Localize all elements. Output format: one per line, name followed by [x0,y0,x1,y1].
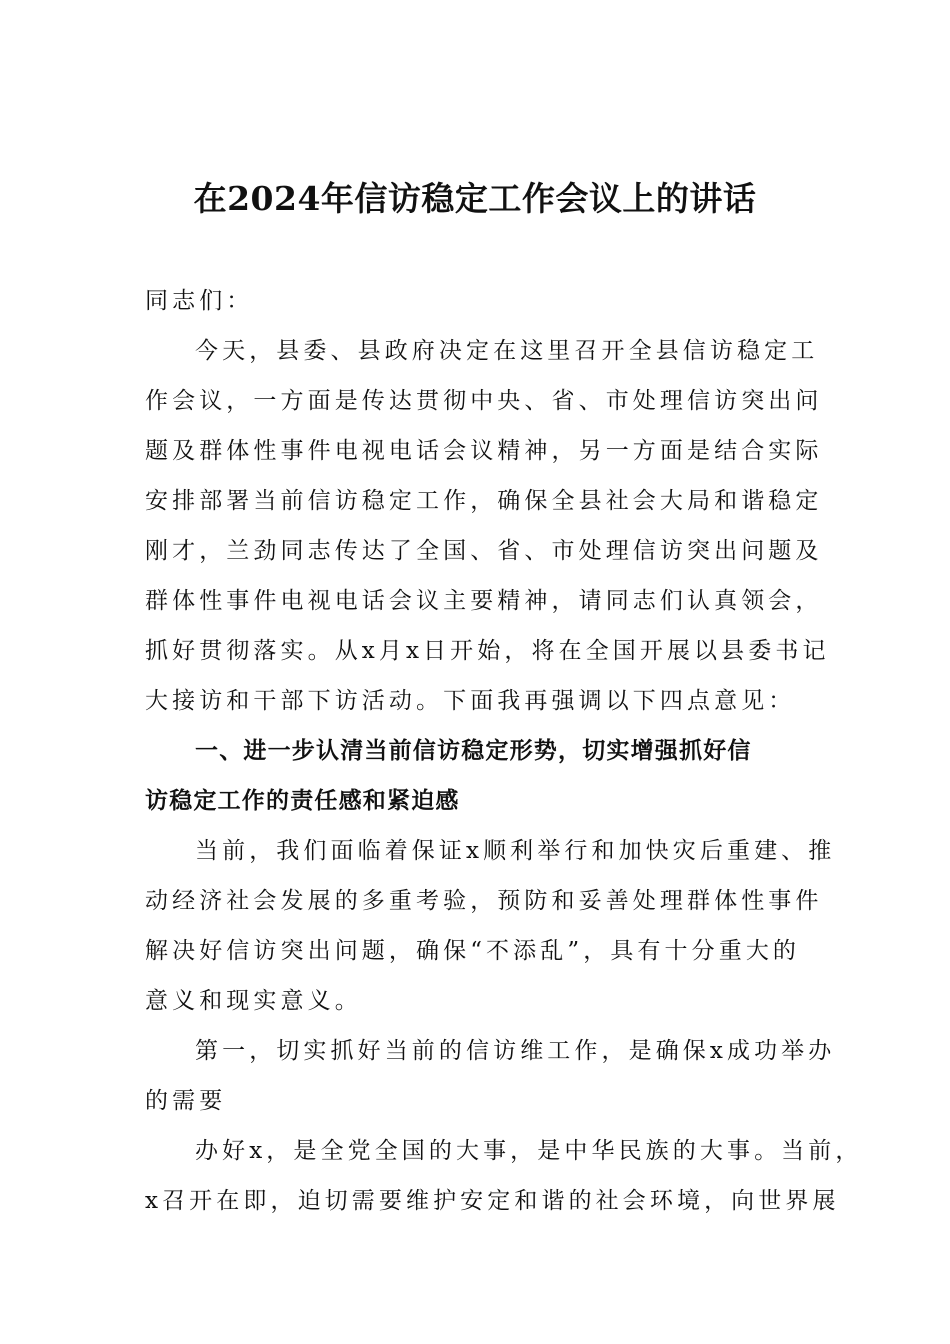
paragraph-line: 刚才，兰劲同志传达了全国、省、市处理信访突出问题及 [145,538,823,564]
section-heading-line: 一、进一步认清当前信访稳定形势，切实增强抓好信 [195,738,752,764]
paragraph-line: 第一，切实抓好当前的信访维工作，是确保x成功举办 [195,1038,836,1064]
paragraph-line: 当前，我们面临着保证x顺利举行和加快灾后重建、推 [195,838,836,864]
paragraph-line: 的需要 [145,1088,227,1114]
document-title: 在2024年信访稳定工作会议上的讲话 [193,179,757,218]
document-body [145,279,863,1229]
paragraph-line: 群体性事件电视电话会议主要精神，请同志们认真领会， [145,588,823,614]
paragraph-line: 意义和现实意义。 [145,988,362,1014]
paragraph-line: 今天，县委、县政府决定在这里召开全县信访稳定工 [195,338,819,364]
paragraph-line: x召开在即，迫切需要维护安定和谐的社会环境，向世界展 [145,1188,840,1214]
paragraph-line: 大接访和干部下访活动。下面我再强调以下四点意见： [145,688,796,714]
paragraph-line: 办好x，是全党全国的大事，是中华民族的大事。当前， [195,1138,863,1164]
paragraph-line: 作会议，一方面是传达贯彻中央、省、市处理信访突出问 [145,388,823,414]
paragraph-line: 安排部署当前信访稳定工作，确保全县社会大局和谐稳定 [145,488,823,514]
paragraph-line: 解决好信访突出问题，确保“不添乱”，具有十分重大的 [145,938,801,964]
section-heading-line: 访稳定工作的责任感和紧迫感 [145,788,460,814]
paragraph-line: 题及群体性事件电视电话会议精神，另一方面是结合实际 [145,438,823,464]
paragraph-line: 抓好贯彻落实。从x月x日开始，将在全国开展以县委书记 [145,638,830,664]
paragraph-line: 动经济社会发展的多重考验，预防和妥善处理群体性事件 [145,888,823,914]
salutation-line: 同志们： [145,288,254,314]
